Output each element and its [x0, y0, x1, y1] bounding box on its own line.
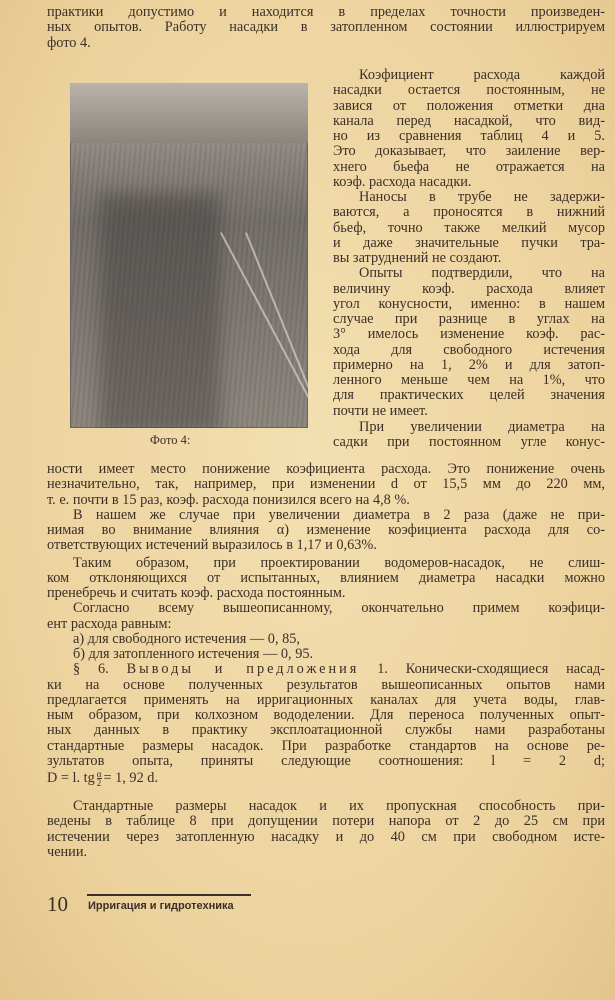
text-line: В нашем же случае при увеличении диаметра в 2 раза (даже не при-	[73, 506, 605, 523]
text-line: ных опытов. Работу насадки в затопленном состоянии иллюстрируем	[47, 19, 605, 36]
text-line: коэф. расхода насадки.	[333, 173, 472, 190]
text-line: ком отклоняющихся от испытанных, влиянием диаметра насадки можно	[47, 569, 605, 586]
photo-shadow	[100, 193, 220, 428]
fraction-denominator: 2	[96, 778, 102, 789]
text-line: вы затруднений не создают.	[333, 250, 502, 266]
text-line: ответствующих истечений выразилось в 1,17 и 0,63%.	[47, 537, 377, 554]
photo-rail	[220, 232, 308, 428]
formula-lhs: D = l. tg	[47, 770, 95, 786]
photo-caption: Фото 4:	[150, 433, 191, 447]
text-line: 3° имелось изменение коэф. рас-	[333, 326, 605, 343]
text-line: При увеличении диаметра на	[359, 418, 605, 435]
text-line: хода для свободного истечения	[333, 341, 605, 358]
text-line: и даже значительные пучки тра-	[333, 234, 605, 251]
top-text	[47, 5, 605, 51]
journal-title: Ирригация и гидротехника	[88, 900, 234, 912]
text-line: Наносы в трубе не задержи-	[359, 189, 605, 205]
text-line: ки на основе полученных результатов вышеописанных опытов нами	[47, 676, 605, 693]
text-line: пренебречь и считать коэф. расхода постоянным.	[47, 585, 346, 601]
text-line: ленного меньше чем на 1%, что	[333, 372, 605, 388]
text-line: ных данных в практику эксплоатационной службы нами разработаны	[47, 722, 605, 739]
text-line: Опыты подтвердили, что на	[359, 265, 605, 282]
text-line: стандартные размеры насадок. При разработке стандартов на основе ре-	[47, 737, 605, 754]
text-line: т. е. почти в 15 раз, коэф. расхода понизился всего на 4,8 %.	[47, 491, 410, 508]
photo-4	[70, 83, 308, 428]
text-line: нимая во внимание влияния α) изменение коэфициента расхода для со-	[47, 522, 605, 538]
text-line: садки при постоянном угле конус-	[333, 434, 605, 450]
text-line: предлагается применять на ирригационных каналах для учета воды, глав-	[47, 691, 605, 708]
text-line: насадки остается постоянным, не	[333, 82, 605, 99]
text-line: зультатов опыта, приняты следующие соотношения: l = 2 d;	[47, 752, 605, 769]
formula	[47, 769, 605, 787]
text-line: ент расхода равным:	[47, 615, 172, 632]
text-line: величину коэф. расхода влияет	[333, 280, 605, 297]
text-line: почти не имеет.	[333, 402, 428, 419]
text-line: канала перед насадкой, что вид-	[333, 112, 605, 129]
text-line: для практических целей значения	[333, 387, 605, 404]
text-line: угол конусности, именно: в нашем	[333, 295, 605, 312]
text-line: Коэфициент расхода каждой	[359, 67, 605, 83]
text-line: истечении через затопленную насадку и до 40 см при свободном исте-	[47, 828, 605, 845]
text-line: Это доказывает, что заиление вер-	[333, 143, 605, 160]
section-title: Выводы и предложения	[126, 661, 360, 678]
text-line: практики допустимо и находится в пределах точности произведен-	[47, 4, 605, 20]
text-line: хнего бьефа не отражается на	[333, 158, 605, 175]
text-line: чении.	[47, 843, 88, 860]
text-line: незначительно, так, например, при изменении d от 15,5 мм до 220 мм,	[47, 476, 605, 493]
text-line: случае при разнице в углах на	[333, 311, 605, 327]
text-line: завися от положения отметки дна	[333, 97, 605, 114]
text-line: ным образом, при колхозном вододелении. Для переноса полученных опыт-	[47, 707, 605, 723]
text-line: Согласно всему вышеописанному, окончательно примем коэфици-	[73, 600, 605, 617]
fraction-numerator: α	[96, 769, 102, 780]
text-line: Стандартные размеры насадок и их пропускная способность при-	[73, 798, 605, 814]
text-line: бьеф, точно также мелкий мусор	[333, 219, 605, 236]
text-line: примерно на 1, 2% и для затоп-	[333, 356, 605, 373]
photo-sky	[70, 83, 308, 143]
formula-rhs: = 1, 92 d.	[103, 770, 159, 786]
text-line: Таким образом, при проектировании водомеров-насадок, не слиш-	[73, 554, 605, 571]
section-number: § 6.	[73, 661, 109, 678]
section-heading-line	[47, 662, 605, 677]
list-item: а) для свободного истечения — 0, 85,	[73, 630, 300, 647]
photo-rail	[245, 232, 308, 428]
main-text	[47, 462, 605, 860]
list-item: б) для затопленного истечения — 0, 95.	[73, 646, 314, 662]
right-column	[333, 68, 605, 450]
footer-rule	[87, 894, 251, 896]
section-text: 1. Конически-сходящиеся насад-	[377, 661, 606, 678]
text-line: ности имеет место понижение коэфициента расхода. Это понижение очень	[47, 461, 605, 477]
text-line: ваются, а проносятся в нижний	[333, 204, 605, 221]
text-line: фото 4.	[47, 34, 91, 51]
formula-fraction	[97, 770, 102, 787]
page-number: 10	[47, 892, 68, 916]
text-line: ведены в таблице 8 при допущении потери напора от 2 до 25 см при	[47, 813, 605, 830]
text-line: но из сравнения таблиц 4 и 5.	[333, 128, 605, 144]
